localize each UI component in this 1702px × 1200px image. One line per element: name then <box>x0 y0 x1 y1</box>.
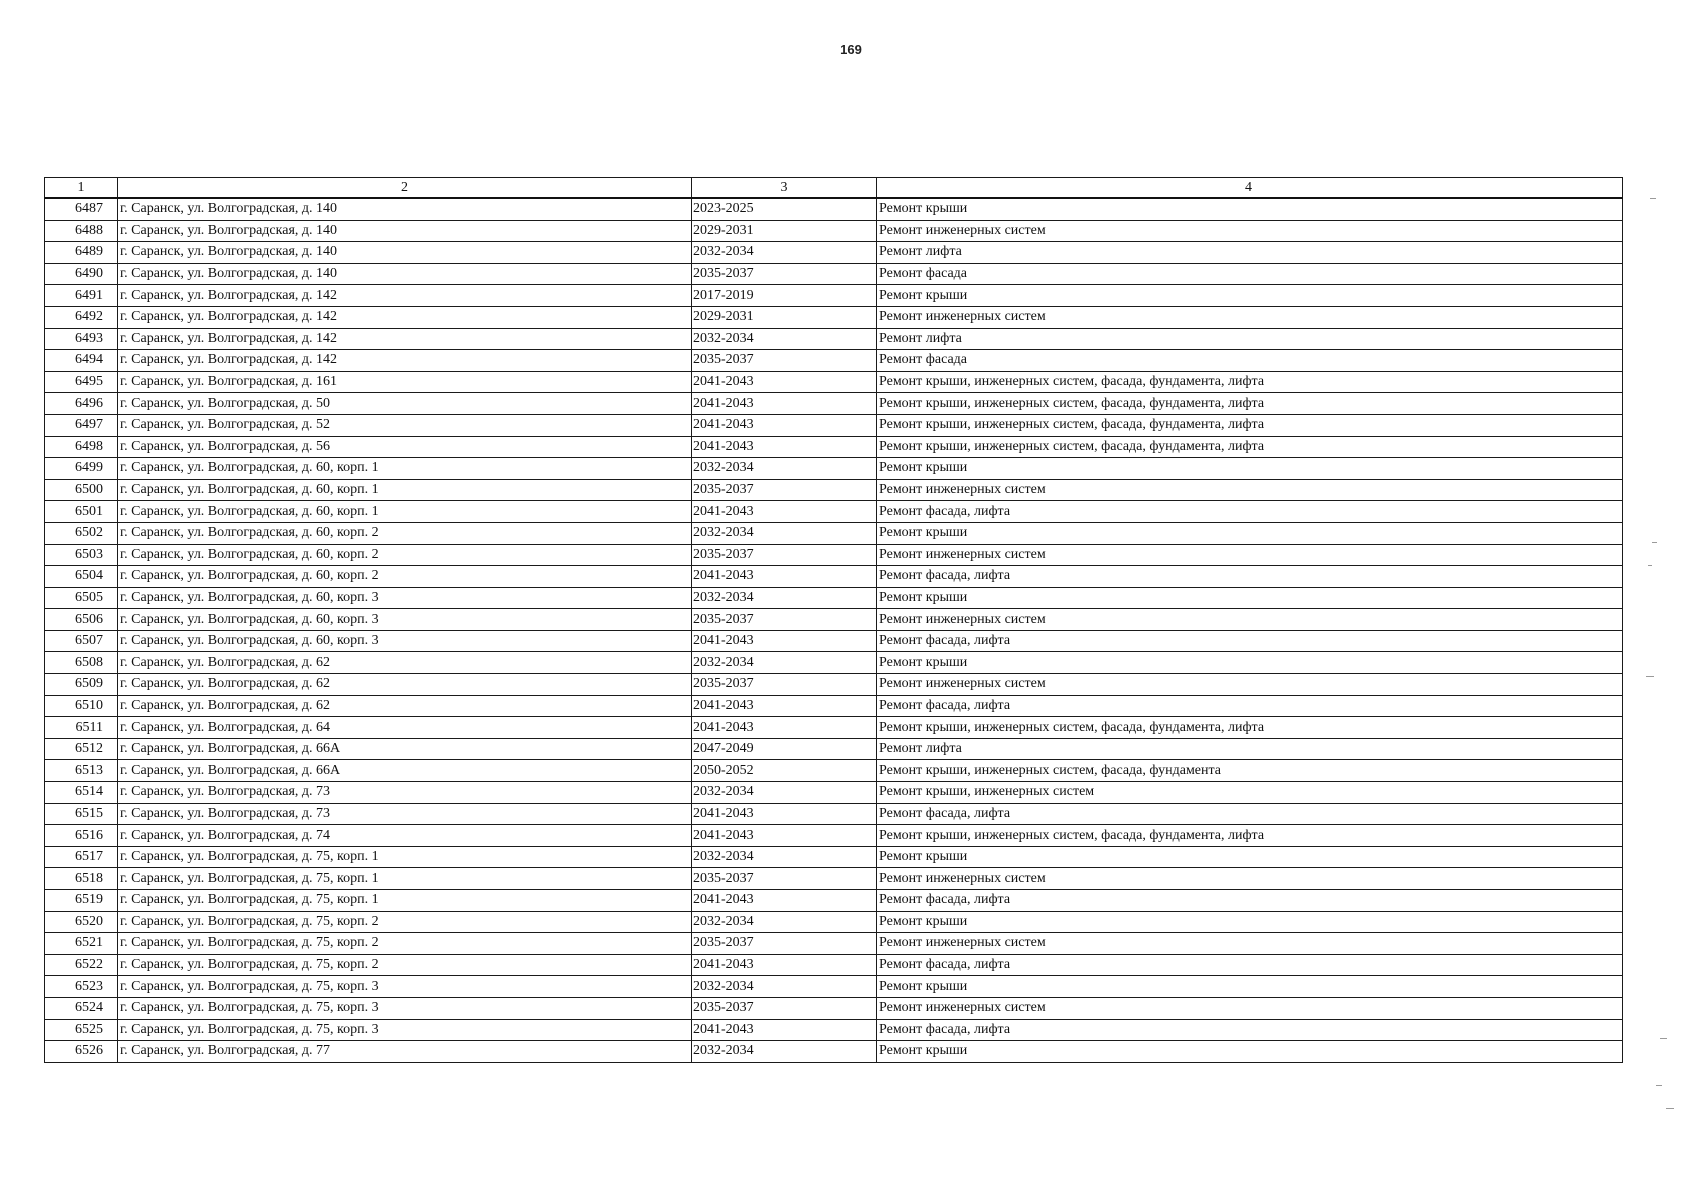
row-number: 6491 <box>45 285 118 307</box>
period-cell: 2041-2043 <box>692 566 877 588</box>
period-cell: 2041-2043 <box>692 371 877 393</box>
period-cell: 2032-2034 <box>692 976 877 998</box>
address-cell: г. Саранск, ул. Волгоградская, д. 60, корп. 2 <box>118 566 692 588</box>
header-row <box>45 178 1623 199</box>
work-type-cell: Ремонт инженерных систем <box>877 609 1623 631</box>
address-cell: г. Саранск, ул. Волгоградская, д. 161 <box>118 371 692 393</box>
work-type-cell: Ремонт инженерных систем <box>877 544 1623 566</box>
row-number: 6497 <box>45 414 118 436</box>
table-row <box>45 890 1623 912</box>
work-type-cell: Ремонт крыши, инженерных систем, фасада, фундамента, лифта <box>877 393 1623 415</box>
work-type-cell: Ремонт фасада, лифта <box>877 566 1623 588</box>
table-row <box>45 263 1623 285</box>
address-cell: г. Саранск, ул. Волгоградская, д. 73 <box>118 803 692 825</box>
table-row <box>45 782 1623 804</box>
table-row <box>45 479 1623 501</box>
row-number: 6493 <box>45 328 118 350</box>
row-number: 6504 <box>45 566 118 588</box>
table-row <box>45 285 1623 307</box>
row-number: 6496 <box>45 393 118 415</box>
scan-artifact <box>1652 542 1657 543</box>
period-cell: 2035-2037 <box>692 609 877 631</box>
table-row <box>45 306 1623 328</box>
row-number: 6487 <box>45 198 118 220</box>
address-cell: г. Саранск, ул. Волгоградская, д. 64 <box>118 717 692 739</box>
table-row <box>45 436 1623 458</box>
address-cell: г. Саранск, ул. Волгоградская, д. 73 <box>118 782 692 804</box>
table-row <box>45 760 1623 782</box>
row-number: 6498 <box>45 436 118 458</box>
table-row <box>45 1041 1623 1063</box>
period-cell: 2041-2043 <box>692 803 877 825</box>
table-row <box>45 717 1623 739</box>
scan-artifact <box>1666 1108 1674 1109</box>
row-number: 6515 <box>45 803 118 825</box>
table-row <box>45 846 1623 868</box>
table-row <box>45 371 1623 393</box>
row-number: 6510 <box>45 695 118 717</box>
address-cell: г. Саранск, ул. Волгоградская, д. 75, корп. 3 <box>118 997 692 1019</box>
row-number: 6490 <box>45 263 118 285</box>
table-row <box>45 458 1623 480</box>
address-cell: г. Саранск, ул. Волгоградская, д. 60, корп. 2 <box>118 544 692 566</box>
address-cell: г. Саранск, ул. Волгоградская, д. 60, корп. 1 <box>118 479 692 501</box>
table-row <box>45 868 1623 890</box>
scan-artifact <box>1656 1085 1662 1086</box>
row-number: 6518 <box>45 868 118 890</box>
work-type-cell: Ремонт крыши <box>877 976 1623 998</box>
table-row <box>45 674 1623 696</box>
period-cell: 2041-2043 <box>692 825 877 847</box>
table-row <box>45 630 1623 652</box>
period-cell: 2041-2043 <box>692 630 877 652</box>
work-type-cell: Ремонт крыши <box>877 522 1623 544</box>
period-cell: 2041-2043 <box>692 695 877 717</box>
address-cell: г. Саранск, ул. Волгоградская, д. 142 <box>118 350 692 372</box>
row-number: 6500 <box>45 479 118 501</box>
work-type-cell: Ремонт крыши <box>877 911 1623 933</box>
row-number: 6489 <box>45 242 118 264</box>
table-row <box>45 522 1623 544</box>
work-type-cell: Ремонт инженерных систем <box>877 479 1623 501</box>
row-number: 6514 <box>45 782 118 804</box>
work-type-cell: Ремонт фасада, лифта <box>877 890 1623 912</box>
table-row <box>45 328 1623 350</box>
table-row <box>45 652 1623 674</box>
capital-repair-table <box>44 177 1623 1063</box>
address-cell: г. Саранск, ул. Волгоградская, д. 60, корп. 1 <box>118 458 692 480</box>
address-cell: г. Саранск, ул. Волгоградская, д. 60, корп. 1 <box>118 501 692 523</box>
work-type-cell: Ремонт крыши <box>877 198 1623 220</box>
row-number: 6492 <box>45 306 118 328</box>
work-type-cell: Ремонт инженерных систем <box>877 674 1623 696</box>
work-type-cell: Ремонт крыши <box>877 458 1623 480</box>
header-col-2: 2 <box>118 178 692 199</box>
address-cell: г. Саранск, ул. Волгоградская, д. 140 <box>118 242 692 264</box>
address-cell: г. Саранск, ул. Волгоградская, д. 75, корп. 2 <box>118 954 692 976</box>
address-cell: г. Саранск, ул. Волгоградская, д. 60, корп. 2 <box>118 522 692 544</box>
row-number: 6511 <box>45 717 118 739</box>
table-body <box>45 198 1623 1062</box>
work-type-cell: Ремонт крыши, инженерных систем, фасада, фундамента, лифта <box>877 436 1623 458</box>
row-number: 6523 <box>45 976 118 998</box>
table-row <box>45 393 1623 415</box>
table-row <box>45 350 1623 372</box>
address-cell: г. Саранск, ул. Волгоградская, д. 77 <box>118 1041 692 1063</box>
address-cell: г. Саранск, ул. Волгоградская, д. 140 <box>118 220 692 242</box>
table-row <box>45 242 1623 264</box>
address-cell: г. Саранск, ул. Волгоградская, д. 75, корп. 3 <box>118 1019 692 1041</box>
scan-artifact <box>1660 1038 1667 1039</box>
period-cell: 2023-2025 <box>692 198 877 220</box>
table-row <box>45 933 1623 955</box>
address-cell: г. Саранск, ул. Волгоградская, д. 75, корп. 1 <box>118 890 692 912</box>
address-cell: г. Саранск, ул. Волгоградская, д. 62 <box>118 652 692 674</box>
work-type-cell: Ремонт лифта <box>877 242 1623 264</box>
row-number: 6522 <box>45 954 118 976</box>
table-row <box>45 738 1623 760</box>
period-cell: 2032-2034 <box>692 652 877 674</box>
row-number: 6521 <box>45 933 118 955</box>
period-cell: 2035-2037 <box>692 674 877 696</box>
page-number: 169 <box>840 42 862 57</box>
table-row <box>45 1019 1623 1041</box>
row-number: 6488 <box>45 220 118 242</box>
work-type-cell: Ремонт крыши <box>877 652 1623 674</box>
period-cell: 2041-2043 <box>692 501 877 523</box>
address-cell: г. Саранск, ул. Волгоградская, д. 52 <box>118 414 692 436</box>
table-row <box>45 609 1623 631</box>
work-type-cell: Ремонт лифта <box>877 328 1623 350</box>
period-cell: 2035-2037 <box>692 997 877 1019</box>
address-cell: г. Саранск, ул. Волгоградская, д. 50 <box>118 393 692 415</box>
period-cell: 2041-2043 <box>692 1019 877 1041</box>
period-cell: 2032-2034 <box>692 911 877 933</box>
work-type-cell: Ремонт крыши, инженерных систем, фасада, фундамента, лифта <box>877 371 1623 393</box>
row-number: 6499 <box>45 458 118 480</box>
row-number: 6495 <box>45 371 118 393</box>
row-number: 6516 <box>45 825 118 847</box>
header-col-1: 1 <box>45 178 118 199</box>
scan-artifact <box>1648 565 1652 566</box>
row-number: 6505 <box>45 587 118 609</box>
row-number: 6524 <box>45 997 118 1019</box>
row-number: 6520 <box>45 911 118 933</box>
table-row <box>45 587 1623 609</box>
header-col-4: 4 <box>877 178 1623 199</box>
address-cell: г. Саранск, ул. Волгоградская, д. 75, корп. 3 <box>118 976 692 998</box>
table-row <box>45 566 1623 588</box>
table-header <box>45 178 1623 199</box>
address-cell: г. Саранск, ул. Волгоградская, д. 74 <box>118 825 692 847</box>
address-cell: г. Саранск, ул. Волгоградская, д. 60, корп. 3 <box>118 609 692 631</box>
period-cell: 2041-2043 <box>692 890 877 912</box>
address-cell: г. Саранск, ул. Волгоградская, д. 142 <box>118 328 692 350</box>
work-type-cell: Ремонт фасада, лифта <box>877 695 1623 717</box>
table-row <box>45 954 1623 976</box>
period-cell: 2041-2043 <box>692 414 877 436</box>
address-cell: г. Саранск, ул. Волгоградская, д. 66А <box>118 738 692 760</box>
row-number: 6513 <box>45 760 118 782</box>
row-number: 6503 <box>45 544 118 566</box>
period-cell: 2032-2034 <box>692 458 877 480</box>
period-cell: 2035-2037 <box>692 350 877 372</box>
table-row <box>45 414 1623 436</box>
table-row <box>45 976 1623 998</box>
work-type-cell: Ремонт крыши <box>877 285 1623 307</box>
table-row <box>45 997 1623 1019</box>
address-cell: г. Саранск, ул. Волгоградская, д. 66А <box>118 760 692 782</box>
period-cell: 2032-2034 <box>692 522 877 544</box>
period-cell: 2032-2034 <box>692 782 877 804</box>
work-type-cell: Ремонт крыши <box>877 1041 1623 1063</box>
work-type-cell: Ремонт фасада, лифта <box>877 630 1623 652</box>
work-type-cell: Ремонт инженерных систем <box>877 933 1623 955</box>
row-number: 6501 <box>45 501 118 523</box>
work-type-cell: Ремонт инженерных систем <box>877 868 1623 890</box>
table-row <box>45 825 1623 847</box>
table-row <box>45 911 1623 933</box>
period-cell: 2032-2034 <box>692 587 877 609</box>
period-cell: 2032-2034 <box>692 328 877 350</box>
scan-artifact <box>1646 676 1654 677</box>
row-number: 6525 <box>45 1019 118 1041</box>
address-cell: г. Саранск, ул. Волгоградская, д. 62 <box>118 695 692 717</box>
work-type-cell: Ремонт фасада, лифта <box>877 1019 1623 1041</box>
address-cell: г. Саранск, ул. Волгоградская, д. 56 <box>118 436 692 458</box>
address-cell: г. Саранск, ул. Волгоградская, д. 142 <box>118 285 692 307</box>
row-number: 6519 <box>45 890 118 912</box>
table-row <box>45 198 1623 220</box>
work-type-cell: Ремонт крыши, инженерных систем, фасада, фундамента, лифта <box>877 825 1623 847</box>
address-cell: г. Саранск, ул. Волгоградская, д. 75, корп. 1 <box>118 868 692 890</box>
period-cell: 2035-2037 <box>692 479 877 501</box>
work-type-cell: Ремонт фасада <box>877 350 1623 372</box>
period-cell: 2047-2049 <box>692 738 877 760</box>
row-number: 6526 <box>45 1041 118 1063</box>
work-type-cell: Ремонт крыши, инженерных систем, фасада, фундамента <box>877 760 1623 782</box>
period-cell: 2041-2043 <box>692 717 877 739</box>
header-col-3: 3 <box>692 178 877 199</box>
row-number: 6494 <box>45 350 118 372</box>
address-cell: г. Саранск, ул. Волгоградская, д. 75, корп. 1 <box>118 846 692 868</box>
period-cell: 2032-2034 <box>692 1041 877 1063</box>
period-cell: 2035-2037 <box>692 933 877 955</box>
work-type-cell: Ремонт лифта <box>877 738 1623 760</box>
work-type-cell: Ремонт инженерных систем <box>877 306 1623 328</box>
table-row <box>45 220 1623 242</box>
address-cell: г. Саранск, ул. Волгоградская, д. 140 <box>118 263 692 285</box>
address-cell: г. Саранск, ул. Волгоградская, д. 60, корп. 3 <box>118 587 692 609</box>
period-cell: 2032-2034 <box>692 846 877 868</box>
period-cell: 2050-2052 <box>692 760 877 782</box>
address-cell: г. Саранск, ул. Волгоградская, д. 142 <box>118 306 692 328</box>
period-cell: 2041-2043 <box>692 393 877 415</box>
work-type-cell: Ремонт крыши, инженерных систем, фасада, фундамента, лифта <box>877 414 1623 436</box>
period-cell: 2041-2043 <box>692 954 877 976</box>
table-row <box>45 501 1623 523</box>
table-row <box>45 544 1623 566</box>
work-type-cell: Ремонт фасада, лифта <box>877 954 1623 976</box>
period-cell: 2035-2037 <box>692 544 877 566</box>
scan-artifact <box>1650 198 1656 199</box>
table-row <box>45 695 1623 717</box>
row-number: 6508 <box>45 652 118 674</box>
work-type-cell: Ремонт фасада, лифта <box>877 803 1623 825</box>
period-cell: 2035-2037 <box>692 868 877 890</box>
address-cell: г. Саранск, ул. Волгоградская, д. 75, корп. 2 <box>118 933 692 955</box>
work-type-cell: Ремонт крыши, инженерных систем, фасада, фундамента, лифта <box>877 717 1623 739</box>
work-type-cell: Ремонт крыши, инженерных систем <box>877 782 1623 804</box>
work-type-cell: Ремонт крыши <box>877 846 1623 868</box>
address-cell: г. Саранск, ул. Волгоградская, д. 75, корп. 2 <box>118 911 692 933</box>
address-cell: г. Саранск, ул. Волгоградская, д. 62 <box>118 674 692 696</box>
table-row <box>45 803 1623 825</box>
work-type-cell: Ремонт инженерных систем <box>877 220 1623 242</box>
address-cell: г. Саранск, ул. Волгоградская, д. 60, корп. 3 <box>118 630 692 652</box>
work-type-cell: Ремонт крыши <box>877 587 1623 609</box>
work-type-cell: Ремонт фасада, лифта <box>877 501 1623 523</box>
row-number: 6517 <box>45 846 118 868</box>
period-cell: 2035-2037 <box>692 263 877 285</box>
work-type-cell: Ремонт инженерных систем <box>877 997 1623 1019</box>
row-number: 6509 <box>45 674 118 696</box>
period-cell: 2032-2034 <box>692 242 877 264</box>
period-cell: 2029-2031 <box>692 306 877 328</box>
row-number: 6512 <box>45 738 118 760</box>
address-cell: г. Саранск, ул. Волгоградская, д. 140 <box>118 198 692 220</box>
row-number: 6502 <box>45 522 118 544</box>
period-cell: 2017-2019 <box>692 285 877 307</box>
work-type-cell: Ремонт фасада <box>877 263 1623 285</box>
row-number: 6507 <box>45 630 118 652</box>
row-number: 6506 <box>45 609 118 631</box>
period-cell: 2041-2043 <box>692 436 877 458</box>
period-cell: 2029-2031 <box>692 220 877 242</box>
